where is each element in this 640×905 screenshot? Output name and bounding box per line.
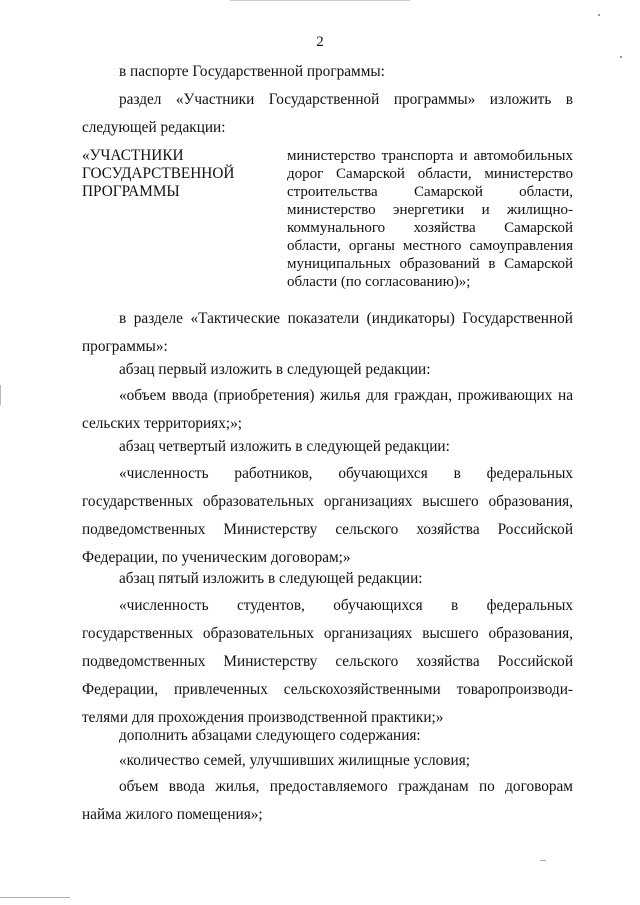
- paragraph-families-count: «количество семей, улучшивших жилищные условия;: [119, 752, 470, 769]
- paragraph-students-count: «численность студентов, обучающихся в федеральных государственных образовательных организациях высшего образования, подведомственных Министерству сельского хозяйства Российской Федерации, привлеченных сельскохозяйственными товаропроизводителями для прохождения производственной практики;»: [82, 597, 573, 726]
- paragraph-first-abzac: абзац первый изложить в следующей редакции:: [119, 361, 431, 378]
- paragraph-workers-count: «численность работников, обучающихся в федеральных государственных образовательных организациях высшего образования, подведомственных Министерству сельского хозяйства Российской Федерации, по ученическим договорам;»: [82, 465, 573, 566]
- paragraph-rental-housing: объем ввода жилья, предоставляемого гражданам по договорам найма жилого помещения»;: [82, 778, 573, 823]
- paragraph-fourth-abzac: абзац четвертый изложить в следующей редакции:: [119, 438, 450, 455]
- paragraph-fifth-abzac: абзац пятый изложить в следующей редакции:: [119, 570, 423, 587]
- participants-label: «УЧАСТНИКИ ГОСУДАРСТВЕННОЙ ПРОГРАММЫ: [82, 147, 235, 200]
- scan-dot: [540, 860, 546, 861]
- participants-value: министерство транспорта и автомобильных дорог Самарской области, министерство строительства Самарской области, министерство энергетики и жилищно-коммунального хозяйства Самарской области, органы местного самоуправления муниципальных образований в Самарской области (по согласованию)»;: [287, 148, 573, 290]
- scan-dot: [598, 14, 600, 16]
- scan-line-top: [230, 0, 410, 1]
- scan-line-bottom: [0, 897, 70, 898]
- paragraph-tactical-indicators: в разделе «Тактические показатели (индикаторы) Государственной программы»:: [82, 310, 573, 355]
- paragraph-housing-volume: «объем ввода (приобретения) жилья для граждан, проживающих на сельских территориях;»;: [82, 387, 573, 432]
- paragraph-participants-section: раздел «Участники Государственной программы» изложить в следующей редакции:: [82, 91, 573, 136]
- page-number: 2: [316, 34, 324, 50]
- paragraph-passport: в паспорте Государственной программы:: [119, 63, 385, 80]
- scan-dot: [620, 56, 622, 58]
- paragraph-add-abzacs: дополнить абзацами следующего содержания:: [119, 727, 421, 744]
- scan-edge-mark: [0, 385, 1, 405]
